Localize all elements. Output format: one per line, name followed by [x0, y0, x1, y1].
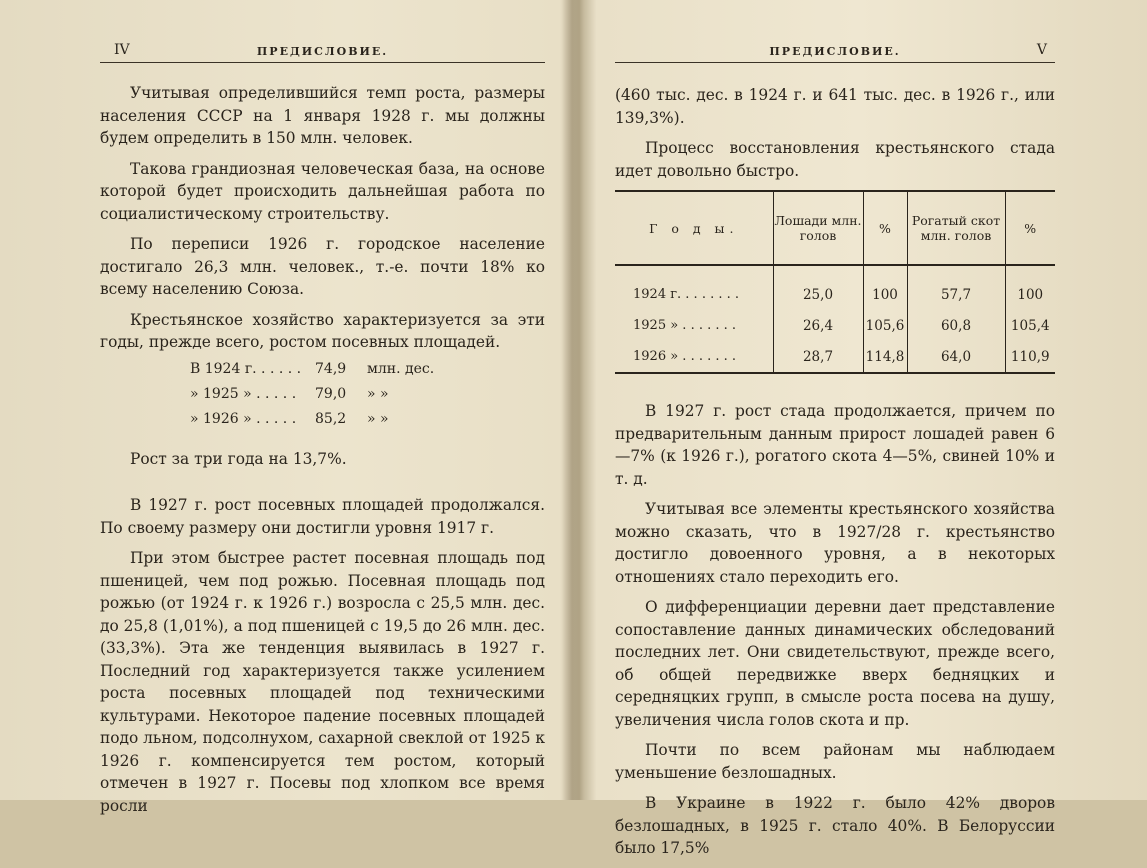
left-growth: Рост за три года на 13,7%.: [130, 450, 347, 468]
left-para-6: При этом быстрее растет посевная площадь под пшеницей, чем под рожью. Посевная площадь под рожью (от 1924 г. к 1926 г.) возросла с 25,5 млн. дес. до 25,8 (1,01%), а под пшеницей с 19,5 до 26 млн. дес. (33,3%). Эта же тенденция выявилась в 1927 г. Последний год характеризуется также усилением роста посевных площадей под техническими культурами. Некоторое падение посевных площадей подо льном, подсолнухом, сахарной свеклой от 1925 к 1926 г. компенсируется тем ростом, который отмечен в 1927 г. Посевы под хлопком все время росли: [100, 549, 546, 815]
col-header-cattle: Рогатый скот млн. голов: [907, 191, 1005, 265]
left-running-head: [100, 40, 545, 63]
left-text-bottom: [100, 494, 545, 825]
table-header-row: [615, 191, 1055, 265]
right-text-top: [615, 84, 1055, 190]
sown-area-row: В 1924 г. . . . . . 74,9 млн. дес.: [190, 361, 435, 377]
col-header-years: Г о д ы.: [615, 191, 773, 265]
book-gutter: [560, 0, 584, 800]
left-para-1: Учитывая определившийся темп роста, размеры населения СССР на 1 января 1928 г. мы должны будем определить в 150 млн. человек.: [100, 84, 545, 147]
right-para-2: Процесс восстановления крестьянского стада идет довольно быстро.: [615, 139, 1055, 180]
left-text-top: [100, 82, 545, 362]
table-row: 1925 » . . . . . . . 26,4 105,6 60,8 105,4: [615, 310, 1055, 341]
left-growth-line: [100, 448, 545, 479]
right-page: [615, 0, 1055, 857]
right-para-3: В 1927 г. рост стада продолжается, причем по предварительным данным прирост лошадей равен 6—7% (к 1926 г.), рогатого скота 4—5%, свиней 10% и т. д.: [615, 402, 1055, 488]
left-page: [100, 0, 546, 815]
left-para-2: Такова грандиозная человеческая база, на основе которой будет происходить дальнейшая работа по социалистическому строительству.: [100, 159, 545, 223]
livestock-table: [615, 190, 1055, 374]
right-header-title: ПРЕДИСЛОВИЕ.: [769, 45, 901, 58]
left-para-4: Крестьянское хозяйство характеризуется за эти годы, прежде всего, ростом посевных площадей.: [100, 310, 545, 351]
right-para-5: О дифференциации деревни дает представление сопоставление данных динамических обследований последних лет. Они свидетельствуют, прежде всего, об общей передвижке вверх бедняцких и середняцких групп, в смысле роста посева на душу, увеличения числа голов скота и пр.: [615, 598, 1055, 729]
col-header-horses: Лошади млн. голов: [773, 191, 863, 265]
right-para-1: (460 тыс. дес. в 1924 г. и 641 тыс. дес. в 1926 г., или 139,3%).: [615, 86, 1055, 127]
col-header-cattle-pct: %: [1005, 191, 1055, 265]
table-row: 1926 » . . . . . . . 28,7 114,8 64,0 110,9: [615, 341, 1055, 373]
left-para-3: По переписи 1926 г. городское население достигало 26,3 млн. человек., т.-е. почти 18% ко всему населению Союза.: [100, 235, 545, 298]
table-row: 1924 г. . . . . . . . 25,0 100 57,7 100: [615, 265, 1055, 310]
right-para-7: В Украине в 1922 г. было 42% дворов безлошадных, в 1925 г. стало 40%. В Белоруссии было 17,5%: [615, 794, 1055, 857]
right-page-number: V: [1036, 42, 1047, 58]
sown-area-row: » 1925 » . . . . . 79,0 » »: [190, 386, 389, 402]
left-para-5: В 1927 г. рост посевных площадей продолжался. По своему размеру они достигли уровня 1917 г.: [100, 496, 545, 537]
col-header-horses-pct: %: [863, 191, 907, 265]
left-page-number: IV: [114, 42, 130, 58]
right-para-4: Учитывая все элементы крестьянского хозяйства можно сказать, что в 1927/28 г. крестьянство достигло довоенного уровня, а в некоторых отношениях стало переходить его.: [615, 500, 1055, 586]
right-text-bottom: [615, 400, 1055, 868]
left-header-title: ПРЕДИСЛОВИЕ.: [256, 45, 389, 58]
sown-area-row: » 1926 » . . . . . 85,2 » »: [190, 411, 389, 427]
right-para-6: Почти по всем районам мы наблюдаем уменьшение безлошадных.: [615, 741, 1055, 782]
right-running-head: [615, 40, 1055, 63]
sown-area-list: [190, 357, 434, 432]
